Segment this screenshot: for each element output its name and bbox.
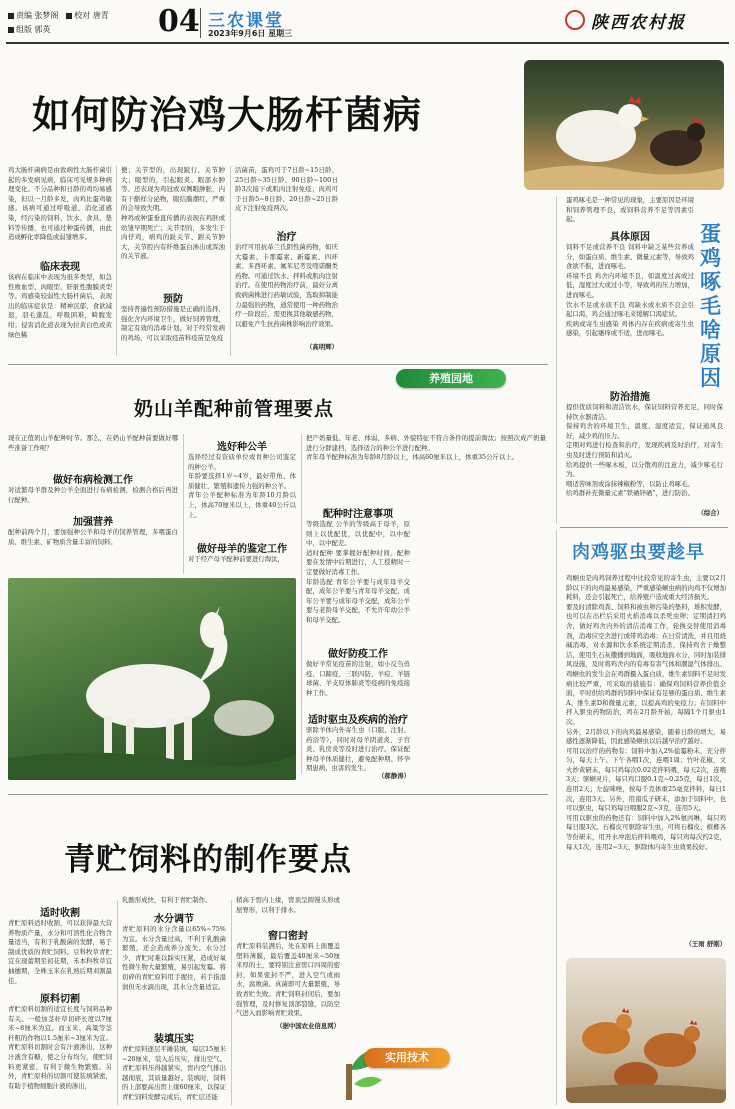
article5-text: 鸡蛔虫是肉鸡饲养过程中比较常见的寄生虫，主要以2月龄以下的肉鸡最易感染，严重感染蛔虫病的肉鸡不仅增加耗料，还会引起死亡，给养殖户造成重大经济损失。 要及时清除鸡粪、饲料和被虫卵污染的垫料，堆积发酵，也可以在出栏后采用火焰消毒以杀死虫卵；定期清扫鸡舍，做好鸡舍内外的清洁消毒工作，轮换交替使用消毒剂，消毒应空舍进行或带鸡消毒；在日常清洗，并且用烧碱消毒，对水源和饮水系统定期消杀，保持鸡舍干燥整洁，使用生石灰撒播到地面，吸收地面水分，同时加装排风设施，及时将鸡舍内的有毒有害气体和潮湿气体排出。 鸡蛔虫的发生会在鸡群摄入蛋白质，维生素饲料不足时发病比较严重，可采取的措施有：确保鸡饲料营养价值全面，平时供给鸡群的饲料中保证有足够的蛋白质、维生素A、维生素D和微量元素，以提高鸡的免疫力；在饲料中拌入驱虫药物防治，鸡在2月龄开始，每隔1个月驱虫1次。 另外，2月龄以下的肉鸡最易感染，随着日龄的增大，易感性逐渐降低，因此感染蛔虫以后越早治疗越好。 可用以治疗的药物有：饲料中加入2%盐霉粉末，充分拌匀，每天上午、下午各喂1次，连喂1周；竹叶花椒，文火炒黄研末，每只鸡每次0.02克拌料喂，每天2次，连喂3天；驱蛔灵片，每只鸡口服0.1克~0.25克，每日1次，连用2天；左旋咪唑，按每千克体重25毫克拌料，每日1次，连用3天。另外，用南瓜子研末，添加于饲料中，也可以驱虫，每只鸡每日喂服2克~3克，连用5天。 可用以驱虫的药物还有：饲料中加入2%氨丙啉，每只鸡每日服3次。石榴皮可驱除寄生虫，可将石榴皮、槟榔各等份研末，用开水冲泡后拌料喂鸡，每只鸡每次约2克，每天1次，连用2~3天，驱除体内寄生虫效果较好。 bbox=[566, 574, 726, 851]
article2-heading-ewe: 做好母羊的鉴定工作 bbox=[197, 544, 287, 555]
article2-test-text: 对适繁母羊群及种公羊全面进行布病检测，检测合格后再进行配种。 bbox=[8, 486, 178, 504]
laying-hen-photo bbox=[524, 60, 724, 190]
section-ribbon-practical: 实用技术 bbox=[364, 1048, 450, 1068]
article3-harvest-text: 青贮原料适时收割，可以获得最大营养物质产量，水分和可溶性化合物含量适当，有利于乳酸菌的发酵，易于制成优质的青贮饲料。豆科牧草青贮宜在现蕾期至初花期，禾本科牧草宜抽穗期，全株玉米在乳熟后期刈割最佳。 bbox=[8, 919, 112, 985]
article3-heading-moisture: 水分调节 bbox=[154, 914, 194, 925]
article3-seal-text: 青贮原料装满后，先在原料上面覆盖塑料薄膜，最后覆盖40厘米~50厘米厚的土，要特别注意窖口四周的密封，如果密封不严，进入空气或雨水，腐败菌、真菌即可大量繁殖，导致青贮失败。青贮饲料封闭后，要加强管理，及时修复顶部裂缝，以防空气进入而影响青贮效果。 bbox=[236, 942, 340, 1018]
proof-label: 校对 bbox=[74, 11, 91, 20]
article2-breeding-text: 等级选配 公羊的等级高于母羊，原则上以优配优，以优配中，以中配中，以中配差。 适时配种 要掌握好配种时间，配种要在发情中后期进行，人工授精时一定要做好消毒工作。 年龄选配 青年公羊要与成年母羊交配，成年公羊要与青年母羊交配，成年公羊要与成年母羊交配，成年公羊要与老龄母羊交配，不允许年幼公羊和母羊交配。 bbox=[306, 520, 410, 624]
article3-top-rule bbox=[8, 794, 548, 795]
article2-col-divider-2 bbox=[301, 434, 302, 774]
article2-title: 奶山羊配种前管理要点 bbox=[134, 398, 335, 420]
article2-heading-ram: 选好种公羊 bbox=[217, 442, 267, 453]
article1-heading-prevention: 预防 bbox=[163, 294, 183, 305]
article1-heading-treatment: 治疗 bbox=[276, 232, 297, 243]
article1-symptoms-text: 该病在临床中表现为很多类型，如急性败血型、肉眼型、肝脏性腹膜炎型等。鸡感染较弱性大肠杆菌后，表现出的临床症状是：精神沉郁，食欲减退，羽毛蓬乱，呼吸困难，畸腹发绀；侵害消化道表现为拉黄白色或黄绿色稀 bbox=[8, 273, 112, 339]
goat-photo bbox=[8, 578, 296, 780]
article3-packing-cont: 稍高于窖内上缘，窖顶呈圆馒头形或屋脊形，以利于排水。 bbox=[236, 896, 340, 914]
article3-heading-packing: 装填压实 bbox=[154, 1034, 194, 1045]
article1-col-divider-2 bbox=[230, 166, 231, 356]
right-column-divider-lower bbox=[556, 530, 557, 1105]
laying-hen-illustration bbox=[524, 60, 724, 190]
section-name: 三农课堂 bbox=[208, 11, 284, 31]
practical-tech-badge bbox=[344, 1040, 464, 1100]
article2-heading-vaccine: 做好防疫工作 bbox=[328, 649, 388, 660]
article4-title: 蛋鸡啄毛啥原因 bbox=[700, 222, 721, 390]
article1-title: 如何防治鸡大肠杆菌病 bbox=[32, 93, 423, 137]
article2-ewe-text: 对于经产母羊配种前要进行淘汰， bbox=[188, 555, 284, 563]
article5-author: （王雨 舒刚） bbox=[685, 940, 726, 948]
article3-title: 青贮饲料的制作要点 bbox=[64, 842, 352, 878]
page-number: 04 bbox=[158, 4, 200, 39]
article4-heading-causes: 具体原因 bbox=[610, 232, 650, 243]
article3-col-divider-2 bbox=[231, 900, 232, 1105]
article1-prevention-text: 坚持普遍性预防措施是正确的选择，强化舍内环境卫生，做好饲养管理，制定有效的消毒计划。对于经常发病的鸡场，可以采取疫苗科疫苗是免疫 bbox=[121, 305, 225, 342]
article2-ewe-cont: 把产奶量低、年老、体弱、多病、外貌特征不符合条件的提前淘汰；按照次成产奶量进行分群建档，选择适合的种公羊进行配种。 青年母羊配种标准为年龄8月龄以上，体高60厘米以上，体重35公斤以上。 bbox=[306, 434, 546, 462]
article2-heading-nutrition: 加强营养 bbox=[73, 517, 113, 528]
article2-heading-breeding: 配种时注意事项 bbox=[323, 509, 393, 520]
article3-cutting-text: 青贮原料切割的适宜长度与饲料品种有关。一般加茎秆草切碎长度以7厘米~8厘米为宜。而玉米、高粱等茎秆粗的作物以1.5厘米~3厘米为宜。青贮原料切割时会有汁液渗出，这种汁液含有糖，使之分布均匀，使贮饲料更紧密，有利于微生物繁殖。另外，青贮原料的切割可使装填紧密，有助于植物细胞汁液的渗出， bbox=[8, 1005, 112, 1090]
broiler-photo bbox=[566, 958, 726, 1103]
article2-heading-test: 做好布病检测工作 bbox=[53, 475, 133, 486]
article1-col-divider-1 bbox=[116, 166, 117, 356]
header-credits-row1 bbox=[8, 10, 109, 21]
layout-label: 组版 bbox=[16, 25, 32, 34]
article3-heading-seal: 窖口密封 bbox=[268, 931, 308, 942]
article2-author: （郝静涛） bbox=[378, 772, 410, 780]
article2-vaccine-text: 做好羊常见疫苗的注射，如小反刍兽疫、口蹄疫、三联四防、羊痘、羊链球菌、羊支原体肺炎等疫病的免疫接种工作。 bbox=[306, 660, 410, 697]
article4-measures-text: 提供优质饲料和清洁饮水，保证饲料营养充足，同时保持饮水器清洁。 保持鸡舍的环境卫生，温度、湿度适宜，保证通风良好，减少鸡的压力。 定期对鸡进行检查和治疗，发现疾病及时治疗，对寄生虫及时进行预防和消灭。 给鸡提供一些啄木板，以分散鸡的注意力，减少啄毛行为。 喂适苦味剂或涂抹辣椒粉等，以防止鸡啄毛。 给鸡群补充微量元素“铁硒锌硒”，进行防治。 bbox=[566, 403, 723, 498]
article4-lead: 蛋鸡啄毛是一种常见的现象，主要原因是环境和饲养管理不良，或饲料营养不足等因素引起。 bbox=[566, 196, 694, 224]
editor-name: 张梦阁 bbox=[34, 11, 59, 20]
header-divider bbox=[200, 8, 201, 38]
article1-author: （高明辉） bbox=[306, 343, 338, 351]
section-ribbon-breeding: 养殖园地 bbox=[396, 369, 506, 388]
paper-logo bbox=[565, 6, 735, 34]
article1-symptoms-cont: 便；关节型的，出现跛行，关节肿大；眼型的，引起眼炎、眼部水肿等。还表现为鸡冠或双侧眼肿胀，内有干酪样分泌物，眼结膜潮红，严重的会导致失明。 种鸡或种蛋垂直传播的表现在鸡胚或幼雏早期死亡；关节型的，多发生于肉仔鸡，病鸡的趾关节、跗关节肿大，关节腔内有纤维蛋白渗出或浑浊的关节液。 bbox=[121, 166, 225, 261]
article1-vaccine-text: 活菌苗，蛋鸡可于7日龄~15日龄、25日龄~35日龄、90日龄~100日龄3次接下或肌肉注射免疫；肉鸡可于日龄5~8日龄、20日龄~25日龄皮下注射免疫两次。 bbox=[235, 166, 338, 213]
right-column-divider bbox=[556, 196, 557, 524]
paper-emblem-icon bbox=[565, 10, 585, 30]
article2-heading-deworm: 适时驱虫及疾病的治疗 bbox=[308, 715, 408, 726]
article2-deworm-text: 驱除羊体内外寄生虫（口服、注射、药浴等），同时对母羊阴道炎、子宫炎、乳房炎等及时进行治疗。保证配种母羊体质健壮，避免配种期、怀孕期患病、虫害的发生。 bbox=[306, 726, 410, 773]
article2-ram-text: 选择经过有资质单位或育种公司鉴定的种公羊。 年龄要选择1岁~4岁，最好带角、体质健壮，繁殖和遗传力强的种公羊。 青年公羊配种标准为年龄10月龄以上，体高70厘米以上，体重40公斤以上。 bbox=[188, 453, 296, 519]
article3-packing-text: 青贮原料逐层平摊装填，每层15厘米~20厘米，装入后压实，排出空气。青贮原料压得越紧实，窖内空气排出越彻底，其质量越好。装填时，饲料的上部要高出窖上缘60厘米，以保证青贮饲料发酵完成后，青贮层还能 bbox=[122, 1045, 226, 1101]
article4-heading-measures: 防治措施 bbox=[610, 392, 650, 403]
article5-title: 肉鸡驱虫要趁早 bbox=[572, 542, 705, 563]
header-credits-row2 bbox=[8, 24, 51, 35]
broiler-illustration bbox=[566, 958, 726, 1103]
article3-author: （据中国农业信息网） bbox=[276, 1022, 340, 1030]
article3-col-divider-1 bbox=[117, 900, 118, 1105]
article4-causes-text: 饲料不足或营养不良 饲料中缺乏某些营养成分，如蛋白质、维生素、微量元素等，导致鸡食欲不振，进而啄毛。 环境不良 鸡舍内环境不良，如温度过高或过低，湿度过大或过小等，导致鸡的压力增加，进而啄毛。 饮水不足或水质不良 鸡缺水或水质不良会引起口渴，鸡会通过啄毛来缓解口渴症状。 疾病或寄生虫感染 鸡体内存在疾病或寄生虫感染，引起瘙痒或不适，进而啄毛。 bbox=[566, 243, 694, 338]
article4-author: （综合） bbox=[697, 509, 723, 517]
article2-nutrition-text: 配种前两个月，要加强种公羊和母羊的饲养管理，多喂蛋白质、维生素、矿物质含量丰富的饲料。 bbox=[8, 528, 178, 546]
article1-heading-symptoms: 临床表现 bbox=[40, 262, 80, 273]
goat-illustration bbox=[8, 578, 296, 780]
article1-lead: 鸡大肠杆菌病是由致病性大肠杆菌引起的多发病见病，临床可见规多种病理变化。不分品种和日龄的鸡均易感染，但以一月龄多发，肉鸡比蛋鸡敏感。该病可通过呼吸道、消化道感染，经污染的饲料、饮水、食具、垫料等传播，也可通过种蛋传播，由此造成孵化率降低或弱雏增多。 bbox=[8, 166, 112, 242]
article2-top-rule bbox=[8, 364, 548, 365]
paper-name: 陕西农村报 bbox=[591, 13, 686, 33]
editor-label: 责编 bbox=[16, 11, 32, 20]
article2-col-divider-1 bbox=[183, 434, 184, 574]
issue-date: 2023年9月6日 星期三 bbox=[208, 29, 293, 38]
article3-heading-harvest: 适时收割 bbox=[40, 908, 80, 919]
proof-name: 唐青 bbox=[92, 11, 109, 20]
article3-cutting-cont: 乳酸形成快，有利于青贮制作。 bbox=[122, 896, 212, 904]
article3-heading-cutting: 原料切割 bbox=[40, 994, 80, 1005]
article3-moisture-text: 青贮原料的水分含量以65%~75%为宜。水分含量过高，不利于乳酸菌繁殖，还会造成养分流失。水分过少，青贮时难以踩实压紧，造成好氧性微生物大量繁殖，易引起发霉。将切碎的青贮原料用手握住，若手指湿润但无水滴出现，其水分含量适宜。 bbox=[122, 925, 226, 991]
article1-treatment-text: 治疗可用抗革兰氏阴性菌药物，如庆大霉素、卡那霉素、新霉素、四环素、多西环素、氟苯尼考及喹诺酮类药物。可通过饮水、拌料或肌肉注射治疗。在使用药物治疗前，最好分离致病菌株进行药敏试验，选取抑制能力最强的药物，通常使用一种药物治疗一阶段后，需更换其他敏感药物，以避免产生抗药菌株影响治疗效果。 bbox=[235, 243, 338, 328]
article2-lead: 现在正值奶山羊配种时节。那么，在奶山羊配种前要做好哪些准备工作呢？ bbox=[8, 434, 178, 452]
article4-bottom-rule bbox=[560, 527, 728, 528]
layout-name: 郭英 bbox=[34, 25, 51, 34]
header-rule bbox=[6, 42, 729, 44]
